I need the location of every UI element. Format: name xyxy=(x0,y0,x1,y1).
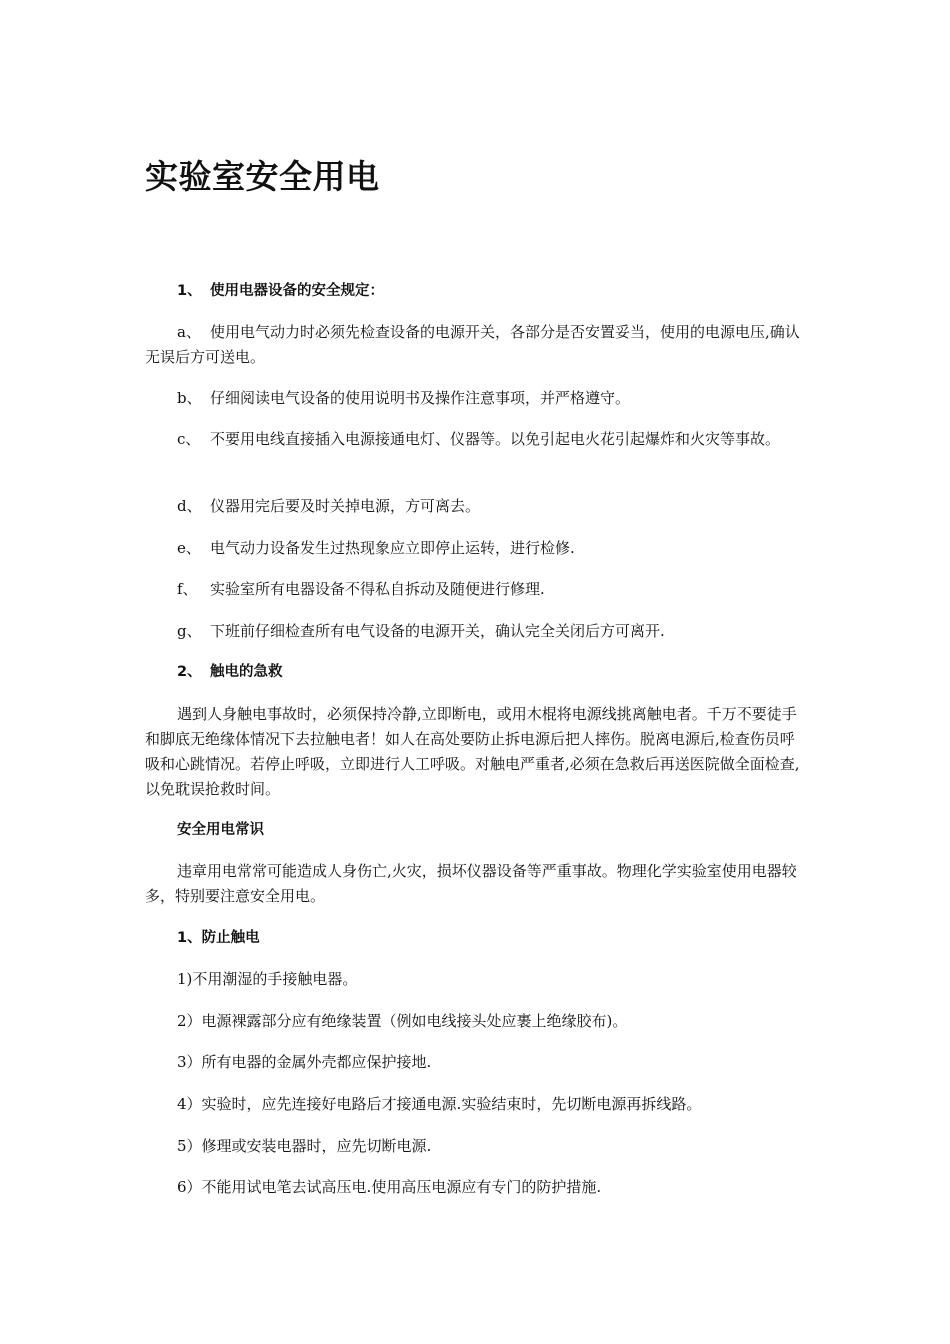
list-item-text: 仪器用完后要及时关掉电源，方可离去。 xyxy=(210,497,481,515)
list-item-text: 使用电气动力时必须先检查设备的电源开关，各部分是否安置妥当，使用的电源电压,确认无误后方可送电。 xyxy=(145,323,800,366)
list-item xyxy=(145,536,809,561)
section-heading-text: 触电的急救 xyxy=(210,664,283,680)
section-heading-first-aid xyxy=(145,660,809,685)
section-number: 1、 xyxy=(177,283,202,299)
list-item xyxy=(145,494,809,519)
list-item-text: 不要用电线直接插入电源接通电灯、仪器等。以免引起电火花引起爆炸和火灾等事故。 xyxy=(210,430,781,448)
list-item: 1)不用潮湿的手接触电器。 xyxy=(177,970,358,988)
list-item: 5）修理或安装电器时，应先切断电源. xyxy=(177,1137,432,1155)
list-item: 2）电源裸露部分应有绝缘装置（例如电线接头处应裹上绝缘胶布)。 xyxy=(177,1012,628,1030)
section-heading-text: 使用电器设备的安全规定： xyxy=(210,283,384,299)
paragraph-safety-knowledge: 违章用电常常可能造成人身伤亡,火灾，损坏仪器设备等严重事故。物理化学实验室使用电器较多，特别要注意安全用电。 xyxy=(145,862,797,905)
list-item xyxy=(145,320,809,370)
paragraph-first-aid: 遇到人身触电事故时，必须保持冷静,立即断电，或用木棍将电源线挑离触电者。千万不要徒手和脚底无绝缘体情况下去拉触电者！如人在高处要防止拆电源后把人摔伤。脱离电源后,检查伤员呼吸和心跳情况。若停止呼吸，立即进行人工呼吸。对触电严重者,必须在急救后再送医院做全面检查,以免耽误抢救时间。 xyxy=(145,705,800,798)
list-item-marker: g、 xyxy=(177,622,202,640)
list-item xyxy=(145,619,809,644)
list-item xyxy=(145,427,809,452)
list-item: 6）不能用试电笔去试高压电.使用高压电源应有专门的防护措施. xyxy=(177,1178,602,1196)
list-item-marker: f、 xyxy=(177,580,198,598)
list-item: 4）实验时，应先连接好电路后才接通电源.实验结束时，先切断电源再拆线路。 xyxy=(177,1095,702,1113)
document-title: 实验室安全用电 xyxy=(145,157,380,196)
list-item-text: 仔细阅读电气设备的使用说明书及操作注意事项，并严格遵守。 xyxy=(210,389,631,407)
list-item-marker: a、 xyxy=(177,323,201,341)
list-item-text: 下班前仔细检查所有电气设备的电源开关，确认完全关闭后方可离开. xyxy=(210,622,665,640)
list-item: 3）所有电器的金属外壳都应保护接地. xyxy=(177,1053,432,1071)
list-item xyxy=(145,386,809,411)
section-heading-safety-knowledge: 安全用电常识 xyxy=(177,822,264,838)
list-item-marker: c、 xyxy=(177,430,201,448)
list-item-marker: b、 xyxy=(177,389,202,407)
list-item-text: 实验室所有电器设备不得私自拆动及随便进行修理. xyxy=(210,580,545,598)
list-item-marker: e、 xyxy=(177,539,201,557)
section-number: 2、 xyxy=(177,664,202,680)
section-heading-electrical-rules xyxy=(145,279,809,304)
list-item xyxy=(145,577,809,602)
section-heading-prevent-shock: 1、防止触电 xyxy=(177,930,260,946)
list-item-text: 电气动力设备发生过热现象应立即停止运转，进行检修. xyxy=(210,539,575,557)
list-item-marker: d、 xyxy=(177,497,202,515)
